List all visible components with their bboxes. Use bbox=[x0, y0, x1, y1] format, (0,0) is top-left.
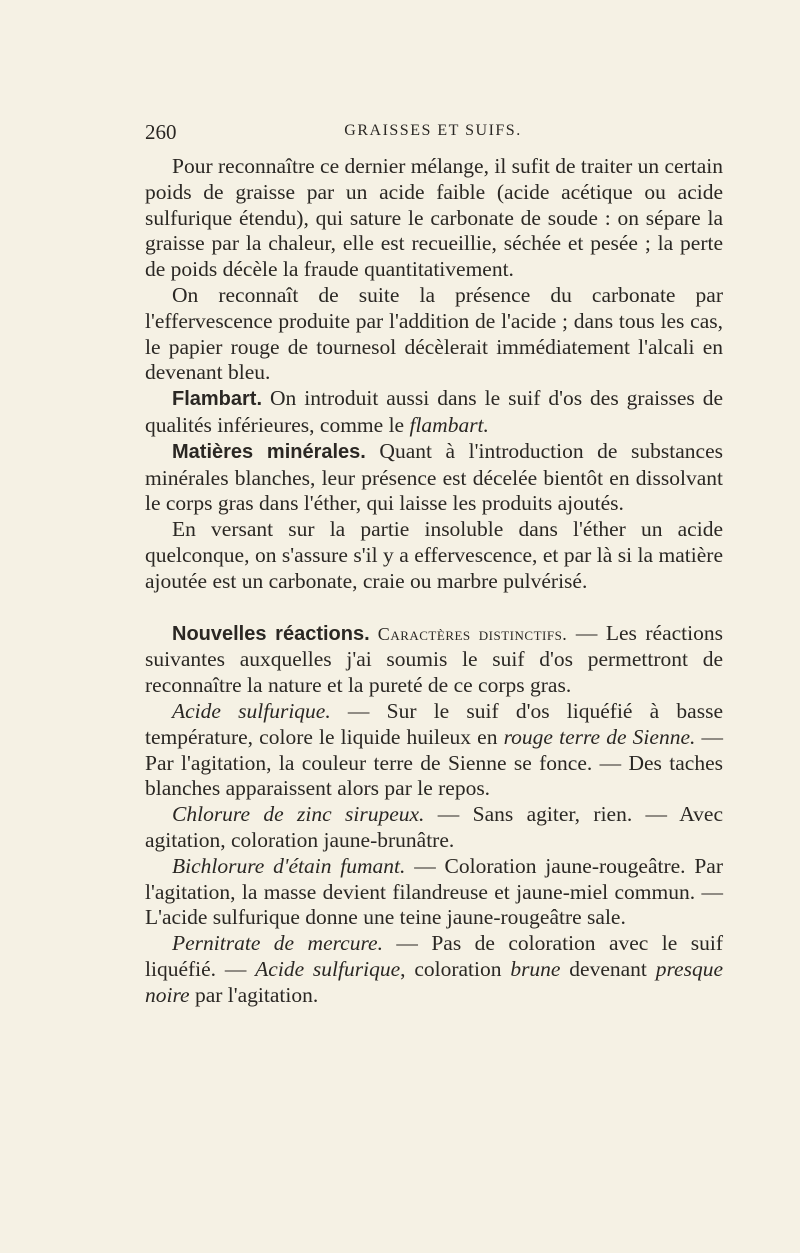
paragraph: Matières minérales. Quant à l'introduction de substances minérales blanches, leur présence est décelée bientôt en dissolvant le corps gras dans l'éther, qui laisse les produits ajoutés. bbox=[145, 438, 723, 516]
section-heading: Matières minérales. bbox=[172, 440, 366, 463]
section-heading: Nouvelles réactions. bbox=[172, 622, 370, 645]
section-heading: Flambart. bbox=[172, 388, 263, 411]
paragraph: Nouvelles réactions. Caractères distinctifs. — Les réactions suivantes auxquelles j'ai soumis le suif d'os permettront de reconnaître la nature et la pureté de ce corps gras. bbox=[145, 620, 723, 698]
paragraph: On reconnaît de suite la présence du carbonate par l'effervescence produite par l'addition de l'acide ; dans tous les cas, le papier rouge de tournesol décèlerait immédiatement l'alcali en devenant bleu. bbox=[145, 282, 723, 385]
paragraph: Bichlorure d'étain fumant. — Coloration jaune-rougeâtre. Par l'agitation, la masse devient filandreuse et jaune-miel commun. — L'acide sulfurique donne une teine jaune-rougeâtre sale. bbox=[145, 853, 724, 930]
paragraph: Flambart. On introduit aussi dans le suif d'os des graisses de qualités inférieures, comme le flambart. bbox=[145, 386, 723, 437]
paragraph: Chlorure de zinc sirupeux. — Sans agiter, rien. — Avec agitation, coloration jaune-brunâtre. bbox=[145, 802, 723, 852]
paragraph: Pernitrate de mercure. — Pas de coloration avec le suif liquéfié. — Acide sulfurique, coloration brune devenant presque noire par l'agitation. bbox=[145, 931, 723, 1007]
paragraph: Acide sulfurique. — Sur le suif d'os liquéfié à basse température, colore le liquide huileux en rouge terre de Sienne. — Par l'agitation, la couleur terre de Sienne se fonce. — Des taches blanches apparaissent alors par le repos. bbox=[145, 698, 724, 801]
paragraph: Pour reconnaître ce dernier mélange, il sufit de traiter un certain poids de graisse par un acide faible (acide acétique ou acide sulfurique étendu), qui sature le carbonate de soude : on sépare la graisse par la chaleur, elle est recueillie, séchée et pesée ; la perte de poids décèle la fraude quantitativement. bbox=[145, 154, 723, 282]
page-body bbox=[145, 154, 723, 1009]
running-title: GRAISSES ET SUIFS. bbox=[344, 122, 522, 139]
paragraph: En versant sur la partie insoluble dans l'éther un acide quelconque, on s'assure s'il y a effervescence, et par là si la matière ajoutée est un carbonate, craie ou marbre pulvérisé. bbox=[145, 517, 723, 593]
page-header bbox=[145, 120, 721, 148]
page-number: 260 bbox=[145, 120, 177, 144]
